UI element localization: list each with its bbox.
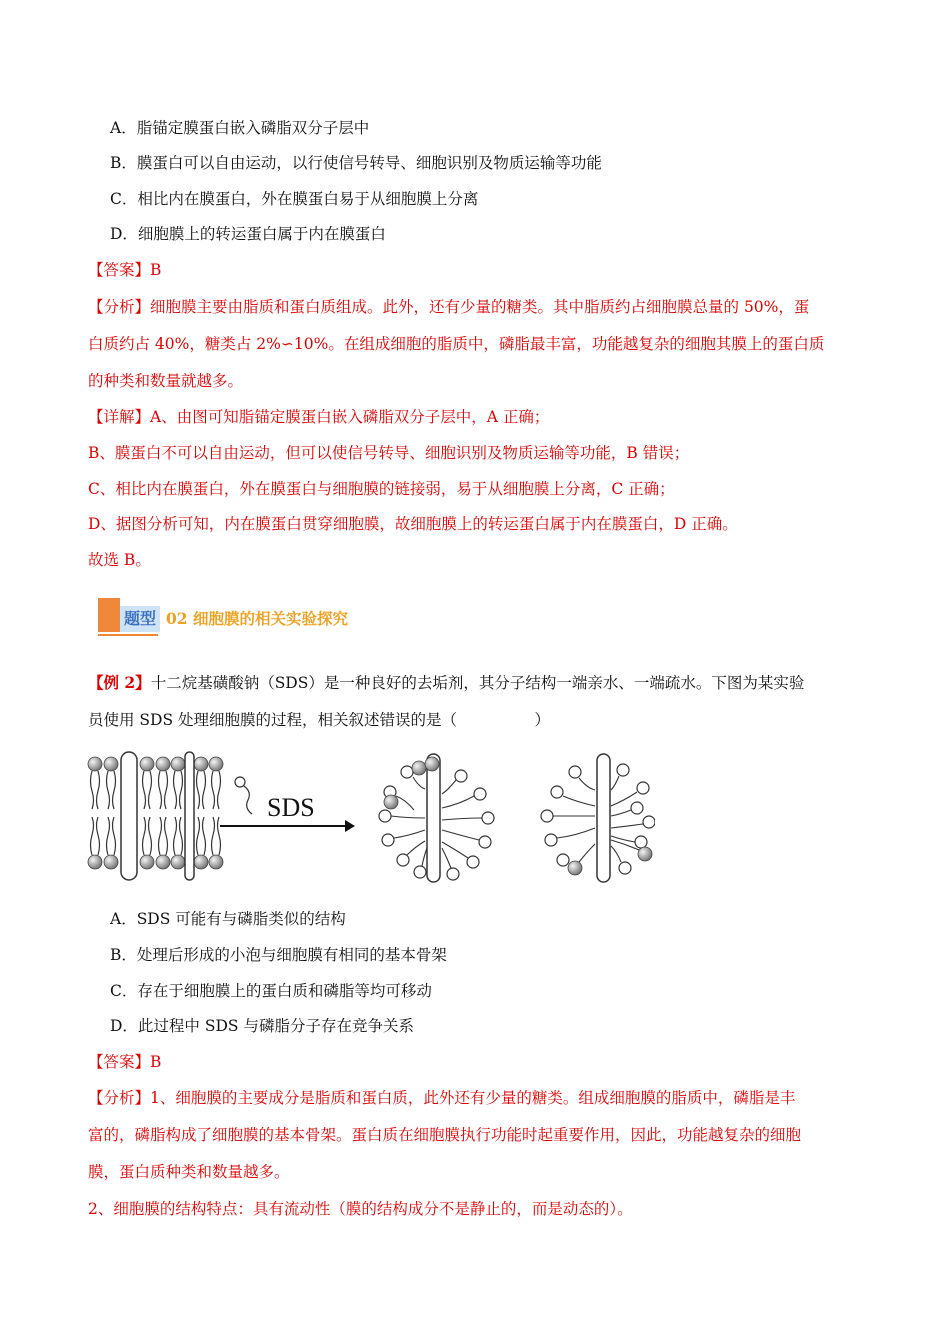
q1-detail-line-1 [88,406,549,428]
sds-arrow [220,777,355,832]
q1-answer [88,259,161,281]
section-heading [98,598,418,638]
q2-option-a: A．SDS 可能有与磷脂类似的结构 [110,910,346,928]
q2-analysis-line-2: 富的，磷脂构成了细胞膜的基本骨架。蛋白质在细胞膜执行功能时起重要作用，因此，功能越复杂的细胞 [88,1126,802,1144]
heading-title: 02 细胞膜的相关实验探究 [166,609,348,628]
heading-box-label: 题型 [120,606,160,632]
q1-option-d: D．细胞膜上的转运蛋白属于内在膜蛋白 [110,225,386,243]
detail-text: A、由图可知脂锚定膜蛋白嵌入磷脂双分子层中，A 正确； [150,408,550,426]
q2-analysis-line-1 [88,1087,795,1109]
analysis-tag: 【分析】 [88,1089,151,1107]
analysis-text: 1、细胞膜的主要成分是脂质和蛋白质，此外还有少量的糖类。组成细胞膜的脂质中，磷脂是丰 [150,1089,796,1107]
heading-accent-bar [98,598,120,632]
q2-stem-line-2: 员使用 SDS 处理细胞膜的过程，相关叙述错误的是（ ） [88,711,551,729]
answer-tag: 【答案】 [88,1053,151,1071]
heading-underline [98,634,158,636]
sds-membrane-figure [85,750,655,890]
q2-option-d: D．此过程中 SDS 与磷脂分子存在竞争关系 [110,1017,414,1035]
cell-membrane-bilayer [88,752,223,880]
q1-option-b: B．膜蛋白可以自由运动，以行使信号转导、细胞识别及物质运输等功能 [110,154,602,172]
q2-answer [88,1051,161,1073]
analysis-tag: 【分析】 [88,298,151,316]
q2-stem-line-1 [88,672,804,694]
q1-option-c: C．相比内在膜蛋白，外在膜蛋白易于从细胞膜上分离 [110,190,479,208]
q2-analysis-line-3: 膜，蛋白质种类和数量越多。 [88,1163,290,1181]
q2-option-b: B．处理后形成的小泡与细胞膜有相同的基本骨架 [110,946,447,964]
q1-detail-line-5: 故选 B。 [88,551,151,569]
q2-option-c: C．存在于细胞膜上的蛋白质和磷脂等均可移动 [110,982,432,1000]
q1-option-a: A．脂锚定膜蛋白嵌入磷脂双分子层中 [110,119,370,137]
analysis-text: 细胞膜主要由脂质和蛋白质组成。此外，还有少量的糖类。其中脂质约占细胞膜总量的 50%，蛋 [150,298,810,316]
q1-detail-line-4: D、据图分析可知，内在膜蛋白贯穿细胞膜，故细胞膜上的转运蛋白属于内在膜蛋白，D 正确。 [88,515,738,533]
q1-analysis-line-2: 白质约占 40%，糖类占 2%∽10%。在组成细胞的脂质中，磷脂最丰富，功能越复杂的细胞其膜上的蛋白质 [88,335,825,353]
q1-detail-line-3: C、相比内在膜蛋白，外在膜蛋白与细胞膜的链接弱，易于从细胞膜上分离，C 正确； [88,480,675,498]
q1-detail-line-2: B、膜蛋白不可以自由运动，但可以使信号转导、细胞识别及物质运输等功能，B 错误； [88,444,690,462]
answer-value: B [150,261,162,279]
q1-analysis-line-3: 的种类和数量就越多。 [88,372,244,390]
q1-analysis-line-1 [88,296,809,318]
answer-value: B [150,1053,162,1071]
detail-tag: 【详解】 [88,408,151,426]
q2-analysis-line-4: 2、细胞膜的结构特点：具有流动性（膜的结构成分不是静止的，而是动态的）。 [88,1200,633,1218]
answer-tag: 【答案】 [88,261,151,279]
stem-text: 十二烷基磺酸钠（SDS）是一种良好的去垢剂，其分子结构一端亲水、一端疏水。下图为某实验 [150,674,805,692]
sds-label: SDS [267,793,315,822]
micelle-1 [379,754,494,882]
example-tag: 【例 2】 [88,673,151,692]
micelle-2 [541,754,655,882]
